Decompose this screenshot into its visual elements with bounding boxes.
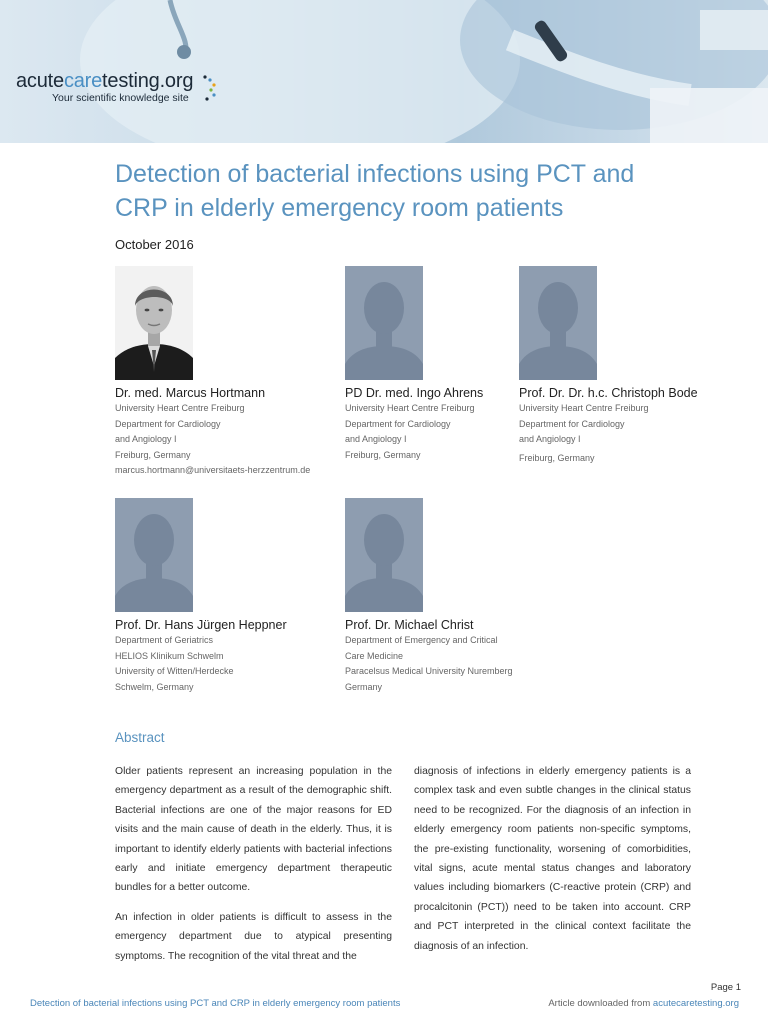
author-affiliation: University of Witten/Herdecke	[115, 666, 234, 676]
author-affiliation: Schwelm, Germany	[115, 681, 194, 692]
header-banner	[0, 0, 768, 143]
footer-source-label: Article downloaded from	[548, 998, 651, 1009]
logo-wordmark: acutecaretesting.org	[16, 70, 194, 92]
author-name: Dr. med. Marcus Hortmann	[115, 386, 266, 400]
logo-dots-icon	[202, 74, 218, 104]
author-photo	[115, 266, 193, 380]
author-affiliation: and Angiology I	[519, 434, 581, 444]
author-name: Prof. Dr. Michael Christ	[345, 618, 474, 632]
author-affiliation: Germany	[345, 681, 383, 692]
author-affiliation: Freiburg, Germany	[519, 452, 595, 463]
abstract-column-right	[414, 762, 691, 956]
author-name: Prof. Dr. Hans Jürgen Heppner	[115, 618, 287, 632]
author-affiliation: Freiburg, Germany	[345, 449, 421, 460]
site-logo[interactable]	[16, 70, 193, 105]
author-name: PD Dr. med. Ingo Ahrens	[345, 386, 484, 400]
avatar-placeholder-icon	[519, 266, 597, 380]
author-affiliation: and Angiology I	[345, 434, 407, 444]
logo-tagline: Your scientific knowledge site	[52, 92, 189, 104]
author-affiliation: University Heart Centre Freiburg	[519, 403, 649, 413]
article-date: October 2016	[115, 237, 194, 252]
author-affiliation: HELIOS Klinikum Schwelm	[115, 650, 224, 661]
author-affiliation: Department of Geriatrics	[115, 635, 214, 645]
avatar-placeholder-icon	[345, 498, 423, 612]
author-affiliation: Department of Emergency and Critical	[345, 635, 498, 645]
author-affiliation: Paracelsus Medical University Nuremberg	[345, 666, 513, 676]
avatar-placeholder-icon	[115, 498, 193, 612]
author-card	[115, 498, 345, 695]
avatar-placeholder-icon	[345, 266, 423, 380]
article-title: Detection of bacterial infections using PCT and CRP in elderly emergency room patients	[115, 160, 635, 222]
author-affiliation: Freiburg, Germany	[115, 449, 191, 460]
footer-source	[548, 998, 739, 1009]
author-card	[115, 266, 345, 479]
author-affiliation: Department for Cardiology	[115, 418, 221, 429]
author-affiliation: Care Medicine	[345, 650, 404, 661]
author-email[interactable]: marcus.hortmann@universitaets-herzzentrum.de	[115, 465, 311, 475]
author-affiliation: University Heart Centre Freiburg	[345, 403, 475, 413]
author-affiliation: and Angiology I	[115, 434, 177, 444]
abstract-column-left	[115, 762, 392, 966]
author-affiliation: University Heart Centre Freiburg	[115, 403, 245, 413]
author-card	[345, 498, 575, 695]
abstract-paragraph: An infection in older patients is difficult to assess in the emergency department due to atypical presenting symptoms. The recognition of the vital threat and the	[115, 911, 392, 962]
author-affiliation: Department for Cardiology	[519, 418, 625, 429]
abstract-paragraph: diagnosis of infections in elderly emergency patients is a complex task and even subtle changes in the clinical status need to be recognized. For the diagnosis of an infection in elderly emergency room patients non-specific symptoms, the pre-existing functionality, worsening of comorbidities, vital signs, acute mental status changes and laboratory values including biomarkers (C-reactive protein (CRP) and procalcitonin (PCT)) need to be taken into account. CRP and PCT interpreted in the clinical context facilitate the diagnosis of an infection.	[414, 766, 691, 952]
author-name: Prof. Dr. Dr. h.c. Christoph Bode	[519, 386, 698, 400]
abstract-paragraph: Older patients represent an increasing population in the emergency department as a result of the demographic shift. Bacterial infections are one of the major reasons for ED visits and the main cause of death in the elderly. Thus, it is important to identify elderly patients with bacterial infections early and initiate emergency department therapeutic bundles for a better outcome.	[115, 766, 392, 894]
footer-article-title: Detection of bacterial infections using PCT and CRP in elderly emergency room patients	[30, 998, 401, 1009]
page-number: Page 1	[710, 982, 741, 993]
author-card	[519, 266, 749, 466]
abstract-heading: Abstract	[115, 730, 165, 745]
author-affiliation: Department for Cardiology	[345, 418, 451, 429]
footer-site-link[interactable]: acutecaretesting.org	[652, 998, 739, 1009]
